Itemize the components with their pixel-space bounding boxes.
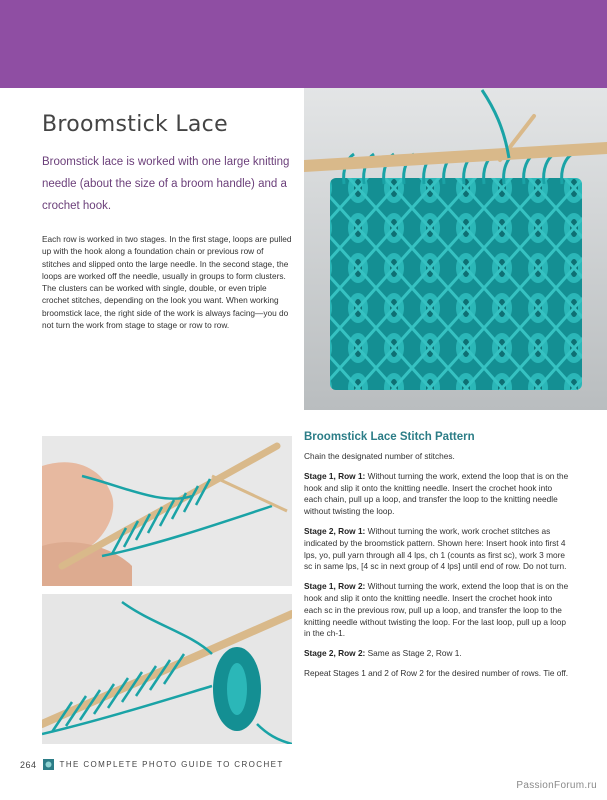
- book-title: THE COMPLETE PHOTO GUIDE TO CROCHET: [59, 760, 284, 769]
- page-number: 264: [20, 759, 37, 770]
- pattern-step-4: Stage 2, Row 2: Same as Stage 2, Row 1.: [304, 648, 462, 659]
- pattern-closing: Repeat Stages 1 and 2 of Row 2 for the desired number of rows. Tie off.: [304, 667, 569, 678]
- header-band: [0, 0, 607, 88]
- page-title: Broomstick Lace: [42, 112, 228, 137]
- pattern-intro: Chain the designated number of stitches.: [304, 451, 455, 461]
- swatch-photo: [304, 88, 607, 410]
- body-paragraph: Each row is worked in two stages. In the first stage, loops are pulled up with the hook along a foundation chain or previous row of stitches and slipped onto the large needle. In the second stage, the loops are worked off the needle, usually in groups to form clusters. The clusters can be worked with single, double, or even triple crochet stitches, depending on the look you want. When working broomstick lace, the right side of the work is always facing—you do not turn the work from stage to stage or row to row.: [42, 234, 292, 331]
- page-footer: [20, 759, 284, 770]
- pattern-heading: Broomstick Lace Stitch Pattern: [304, 431, 475, 443]
- lede-paragraph: Broomstick lace is worked with one large knitting needle (about the size of a broom handle) and a crochet hook.: [42, 156, 290, 212]
- book-emblem-icon: [43, 759, 54, 770]
- watermark: PassionForum.ru: [516, 780, 597, 791]
- pattern-step-2: Stage 2, Row 1: Without turning the work, work crochet stitches as indicated by the broomstick pattern. Shown here: Insert hook into first 4 lps, yo, pull yarn through all 4 lps, ch 1 (counts as first sc), work 3 more sc in same lps, [4 sc in next group of 4 lps] until end of row. Do not turn.: [304, 525, 567, 572]
- stage1-photo: [42, 436, 292, 586]
- pattern-step-3: Stage 1, Row 2: Without turning the work, extend the loop that is on the hook and slip it onto the knitting needle. Insert the crochet hook into each sc in the previous row, pull up a loop, and transfer the loop to the knitting needle without twisting the loop. For the last loop, pull up a loop in the ch-1.: [304, 581, 569, 639]
- stage2-photo: [42, 594, 292, 744]
- stitch-pattern-section: [304, 431, 572, 688]
- pattern-step-1: Stage 1, Row 1: Without turning the work, extend the loop that is on the hook and slip it onto the knitting needle. Insert the crochet hook into each chain, pull up a loop, and transfer the loop to the knitting needle without twisting the loop.: [304, 470, 569, 517]
